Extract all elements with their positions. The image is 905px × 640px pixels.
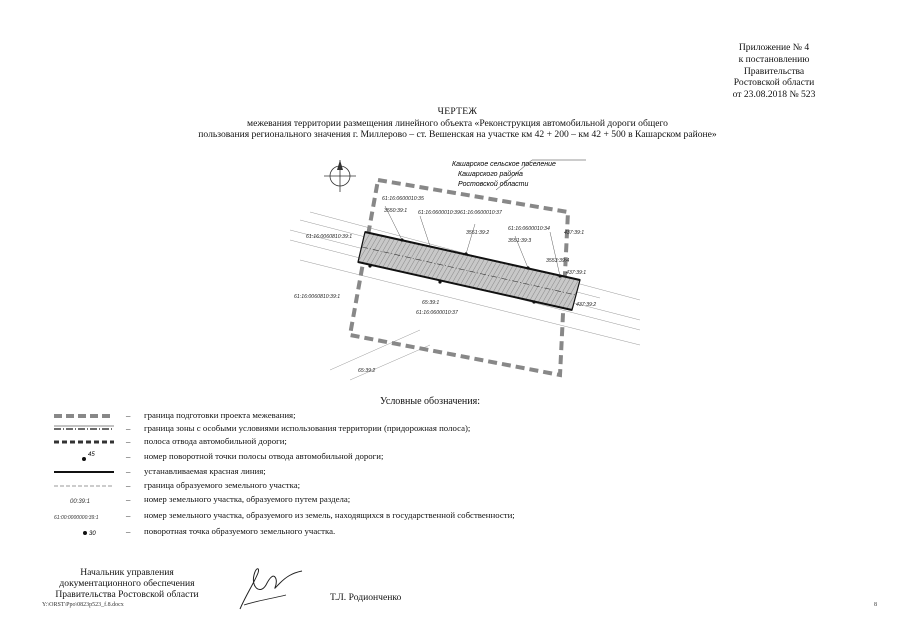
parcel-label: 61:16:0060810:39:1 — [294, 294, 341, 300]
svg-text:00:39:1: 00:39:1 — [70, 499, 91, 505]
row-boundary-icon — [52, 435, 116, 449]
appendix-line: от 23.08.2018 № 523 — [732, 89, 816, 101]
position-line: Начальник управления — [80, 567, 174, 578]
survey-drawing — [270, 150, 650, 386]
num-label: 3553:39:4 — [546, 258, 570, 264]
legend-item: 45 – номер поворотной точки полосы отвода автомобильной дороги; — [52, 450, 672, 464]
num-label: 437:39:1 — [564, 230, 585, 236]
document-title — [150, 106, 765, 141]
legend-item: 30 – поворотная точка образуемого земельного участка. — [52, 525, 672, 539]
appendix-line: к постановлению — [738, 53, 810, 65]
legend-text: полоса отвода автомобильной дороги; — [144, 436, 287, 446]
legend-item: 61:00:0000000:39:1 – номер земельного участка, образуемого из земель, находящихся в государственной собственности; — [54, 510, 515, 521]
num-label: 65:39:1 — [422, 300, 440, 306]
num-label: 437:39:2 — [576, 302, 597, 308]
parcel-boundary-icon — [52, 479, 116, 493]
appendix-line: Правительства — [743, 65, 805, 77]
legend-text: номер поворотной точки полосы отвода автомобильной дороги; — [144, 451, 384, 461]
signer-name: Т.Л. Родионченко — [330, 592, 402, 603]
red-line-icon — [52, 465, 116, 479]
legend-item: – граница образуемого земельного участка; — [52, 479, 672, 493]
svg-text:45: 45 — [88, 452, 95, 458]
settlement-label: Кашарского района — [458, 171, 523, 178]
cad-label: 61:16:0600010:37 — [460, 210, 502, 216]
handwritten-signature — [236, 565, 306, 613]
position-line: документационного обеспечения — [59, 578, 195, 589]
svg-text:61:00:0000000:39:1: 61:00:0000000:39:1 — [54, 515, 99, 521]
num-label: 3551:39:3 — [508, 238, 532, 244]
parcel-point-icon — [52, 525, 116, 539]
num-label: 65:39:2 — [358, 368, 376, 374]
title-line: межевания территории размещения линейного объекта «Реконструкция автомобильной дороги общего — [247, 117, 668, 129]
legend-text: устанавливаемая красная линия; — [144, 466, 266, 476]
zone-boundary-icon — [52, 422, 116, 436]
parcel-label: 61:16:0060810:39:1 — [306, 234, 353, 240]
north-arrow-icon — [324, 160, 356, 192]
file-path: Y:\ORST\Ppo\0823p523_f.8.docx — [42, 602, 124, 608]
legend-text: номер земельного участка, образуемого путем раздела; — [144, 494, 351, 504]
legend-text: поворотная точка образуемого земельного участка. — [144, 526, 336, 536]
svg-text:30: 30 — [89, 531, 96, 537]
title-heading: ЧЕРТЕЖ — [437, 106, 478, 117]
settlement-label: Ростовской области — [458, 181, 529, 188]
num-label: 3551:39:2 — [466, 230, 490, 236]
cad-label: 61:16:0600010:34 — [508, 226, 550, 232]
parcel-number-icon — [52, 493, 116, 507]
legend-text: граница подготовки проекта межевания; — [144, 410, 296, 420]
cad-label: 61:16:0600010:39 — [418, 210, 460, 216]
legend-item: – полоса отвода автомобильной дороги; — [52, 435, 672, 449]
legend-item: 00:39:1 – номер земельного участка, образуемого путем раздела; — [52, 493, 672, 507]
signature-position — [42, 567, 212, 600]
turn-point-icon — [52, 450, 116, 464]
settlement-label: Кашарское сельское поселение — [452, 161, 556, 168]
legend-text: граница образуемого земельного участка; — [144, 480, 301, 490]
state-parcel-number-icon — [52, 509, 116, 523]
legend-item: – граница зоны с особыми условиями использования территории (придорожная полоса); — [52, 422, 672, 436]
cad-label: 61:16:0600010:37 — [416, 310, 458, 316]
num-label: 3550:39:1 — [384, 208, 408, 214]
appendix-line: Приложение № 4 — [738, 42, 810, 53]
legend-text: номер земельного участка, образуемого из земель, находящихся в государственной собственности; — [144, 510, 515, 520]
page-number: 8 — [874, 602, 877, 608]
position-line: Правительства Ростовской области — [55, 589, 199, 600]
legend-item: – граница подготовки проекта межевания; — [52, 409, 672, 423]
boundary-dashed-icon — [52, 409, 116, 423]
cad-label: 61:16:0600010:35 — [382, 196, 424, 202]
title-line: пользования регионального значения г. Миллерово – ст. Вешенская на участке км 42 + 200 – км 42 + 500 в Кашарском районе» — [198, 129, 717, 140]
appendix-line: Ростовской области — [733, 77, 815, 89]
appendix-header — [719, 42, 829, 101]
legend-text: граница зоны с особыми условиями использования территории (придорожная полоса); — [144, 423, 471, 433]
legend-heading: Условные обозначения: — [380, 396, 481, 407]
num-label: 437:39:1 — [566, 270, 587, 276]
legend-item: – устанавливаемая красная линия; — [52, 465, 672, 479]
